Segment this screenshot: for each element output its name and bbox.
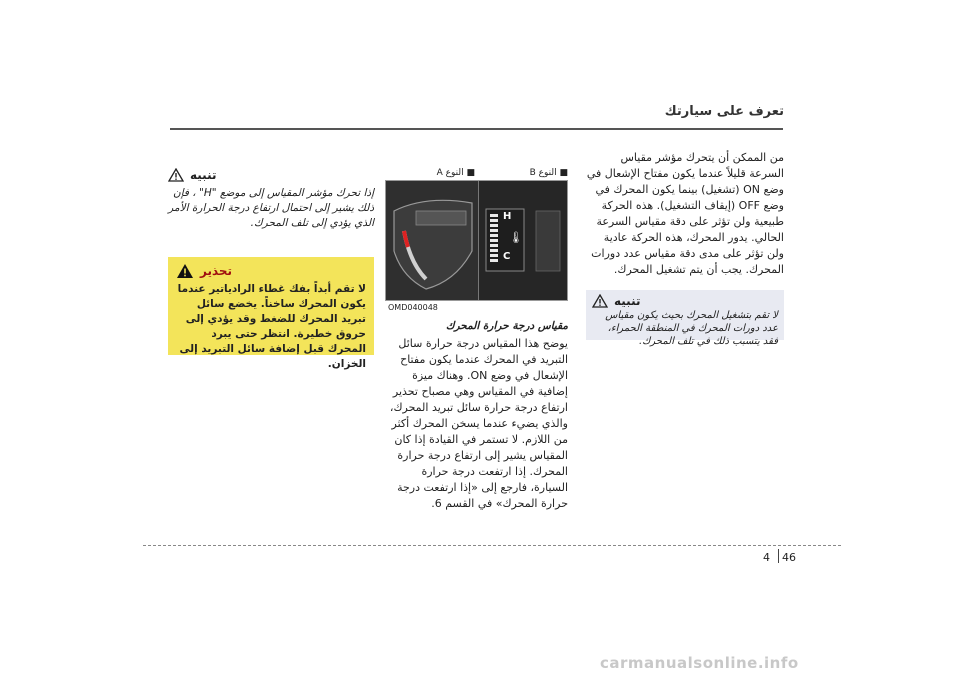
page-number-divider (778, 549, 779, 563)
footer-rule (143, 545, 841, 546)
figure-label-type-b: ■ النوع B (529, 168, 568, 178)
caution-triangle-icon (168, 168, 184, 182)
notice-body: إذا تحرك مؤشر المقياس إلى موضع "H" ، فإن ذلك يشير إلى احتمال ارتفاع درجة الحرارة الأمر الذي يؤدي إلى تلف المحرك. (168, 187, 374, 229)
figure-title: مقياس درجة حرارة المحرك (445, 320, 568, 332)
warning-heading-row (176, 263, 366, 279)
coolant-temp-icon: 🌡 (509, 231, 523, 244)
watermark: carmanualsonline.info (600, 654, 799, 672)
gauge-description: يوضح هذا المقياس درجة حرارة سائل التبريد في المحرك عندما يكون مفتاح الإشعال في وضع ON. وهناك ميزة إضافية في المقياس وهي مصباح تحذير ارتفاع درجة حرارة سائل تبريد المحرك، والذي يضيء عندما يسخن المحرك أكثر من اللازم. لا تستمر في القيادة إذا كان المقياس يشير إلى ارتفاع درجة حرارة المحرك. إذا ارتفعت درجة حرارة السيارة، فارجع إلى «إذا ارتفعت درجة حرارة المحرك» في القسم 6. (389, 337, 568, 510)
notice-tach-body: لا تقم بتشغيل المحرك بحيث يكون مقياس عدد دورات المحرك في المنطقة الحمراء، فقد يتسبب ذلك في تلف المحرك. (605, 310, 778, 347)
gauge-c-label: C (503, 251, 511, 262)
speedometer-description: من الممكن أن يتحرك مؤشر مقياس السرعة قليلاً عندما يكون مفتاح الإشعال في وضع ON (تشغيل) بينما يكون المحرك في وضع OFF (إيقاف التشغيل). هذه الحركة طبيعية ولن تؤثر على دقة مقياس السرعة الحالي. يدور المحرك، هذه الحركة عادية ولن تؤثر على مدى دقة مقياس عدد دورات المحرك. يجب أن يتم تشغيل المحرك. (586, 151, 784, 276)
warning-body: لا تقم أبداً بفك غطاء الرادياتير عندما يكون المحرك ساخناً. يخضع سائل تبريد المحرك للضغط وقد يؤدي إلى حروق خطيرة. انتظر حتى يبرد المحرك قبل إضافة سائل التبريد إلى الخزان. (177, 283, 366, 370)
warning-triangle-icon (176, 263, 194, 279)
page-header-title: تعرف على سيارتك (664, 104, 784, 119)
notice-tach-heading: تنبيه (614, 294, 641, 308)
warning-heading: تحذير (200, 264, 233, 278)
figure-label-type-a: ■ النوع A (436, 168, 475, 178)
warning-box (168, 257, 374, 370)
notice-heading: تنبيه (190, 168, 217, 182)
gauge-illustration (386, 181, 567, 300)
header-rule (170, 128, 783, 130)
notice-heading-row (168, 168, 374, 182)
page-number: 46 (782, 551, 796, 564)
temperature-gauge-figure (385, 180, 568, 301)
notice-tachometer (586, 290, 784, 347)
figure-code: OMD040048 (388, 303, 438, 312)
gauge-h-label: H (503, 211, 512, 222)
notice-tach-heading-row (592, 294, 778, 308)
notice-engine-temp (168, 168, 374, 246)
caution-triangle-icon (592, 294, 608, 308)
section-number: 4 (763, 551, 770, 564)
